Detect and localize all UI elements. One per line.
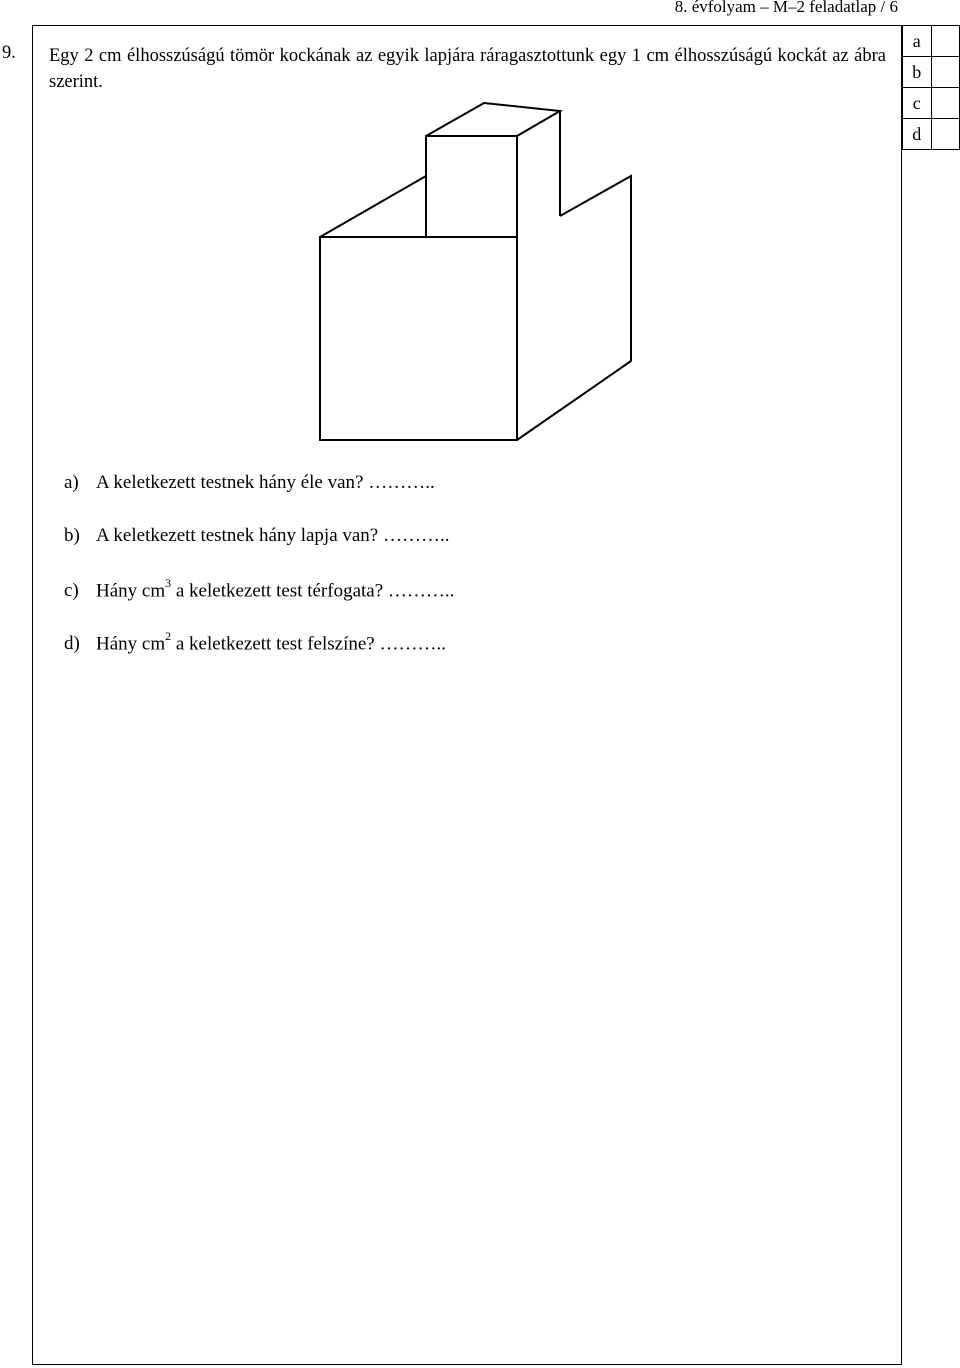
score-row-c	[903, 88, 960, 119]
score-label-c: c	[903, 88, 932, 119]
question-a-answer-blank[interactable]: ………..	[368, 472, 435, 493]
question-b-text: A keletkezett testnek hány lapja van?	[96, 525, 379, 546]
score-grid	[902, 25, 960, 150]
score-label-d: d	[903, 119, 932, 150]
large-cube-front-face	[320, 237, 517, 440]
question-a	[64, 472, 435, 494]
score-row-b	[903, 57, 960, 88]
question-d-answer-blank[interactable]: ………..	[379, 633, 446, 655]
score-row-a	[903, 26, 960, 57]
question-c	[64, 578, 454, 602]
question-c-letter: c)	[64, 580, 79, 602]
score-box-c[interactable]	[931, 88, 959, 119]
large-cube-top-left-edge	[320, 176, 426, 237]
small-cube-front-face	[426, 136, 517, 237]
large-cube-side-face	[517, 176, 631, 440]
task-number: 9.	[2, 43, 16, 63]
question-b-letter: b)	[64, 525, 80, 546]
page-header: 8. évfolyam – M–2 feladatlap / 6	[674, 0, 898, 16]
question-d-unit-exponent: 2	[165, 629, 172, 643]
score-box-d[interactable]	[931, 119, 959, 150]
question-a-letter: a)	[64, 472, 79, 493]
cube-figure	[300, 100, 650, 460]
question-d-letter: d)	[64, 633, 80, 655]
question-c-unit-exponent: 3	[165, 576, 172, 590]
question-d-text: Hány cm	[96, 633, 166, 655]
score-label-a: a	[903, 26, 932, 57]
question-d-after: a keletkezett test felszíne?	[171, 633, 375, 655]
question-d	[64, 631, 446, 655]
score-label-b: b	[903, 57, 932, 88]
score-box-a[interactable]	[931, 26, 959, 57]
question-b	[64, 525, 450, 547]
question-a-text: A keletkezett testnek hány éle van?	[96, 472, 364, 493]
task-text: Egy 2 cm élhosszúságú tömör kockának az egyik lapjára ráragasztottunk egy 1 cm élhosszúságú kockát az ábra szerint.	[49, 46, 886, 92]
score-box-b[interactable]	[931, 57, 959, 88]
score-row-d	[903, 119, 960, 150]
question-c-answer-blank[interactable]: ………..	[387, 580, 455, 602]
small-cube-top-face	[426, 103, 560, 136]
question-c-text: Hány cm	[96, 580, 166, 602]
question-c-after: a keletkezett test térfogata?	[171, 580, 384, 602]
question-b-answer-blank[interactable]: ………..	[383, 525, 450, 546]
